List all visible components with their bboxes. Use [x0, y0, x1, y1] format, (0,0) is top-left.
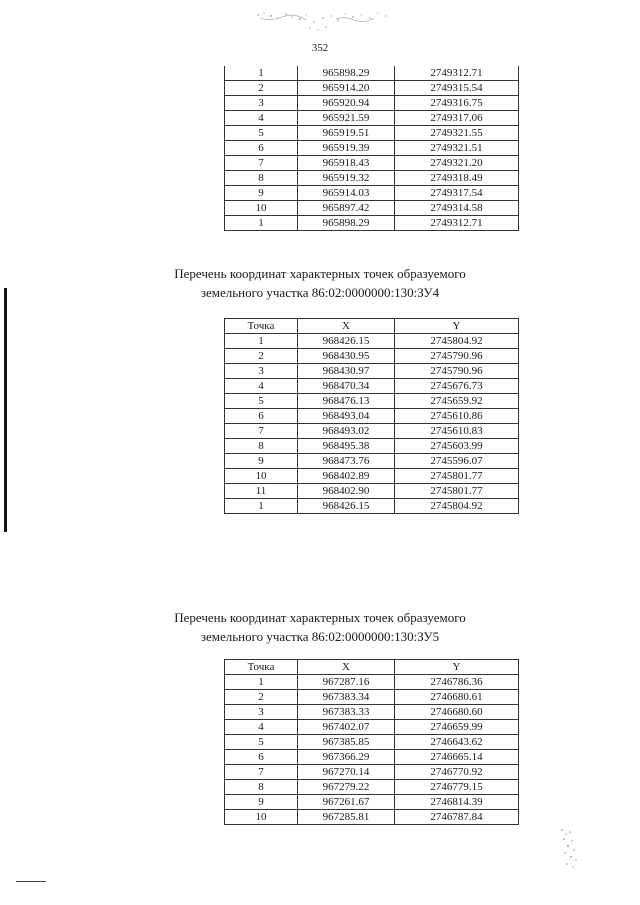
point-cell: 9 — [225, 186, 298, 201]
x-cell: 968493.04 — [298, 409, 395, 424]
point-cell: 5 — [225, 126, 298, 141]
scan-smudge-bottom-right — [556, 824, 584, 872]
x-cell: 965918.43 — [298, 156, 395, 171]
x-cell: 967366.29 — [298, 750, 395, 765]
scan-smudge-top — [240, 6, 400, 34]
x-cell: 967270.14 — [298, 765, 395, 780]
y-cell: 2749312.71 — [395, 66, 519, 81]
table-row — [225, 795, 519, 810]
y-cell: 2746770.92 — [395, 765, 519, 780]
y-cell: 2746659.99 — [395, 720, 519, 735]
point-cell: 5 — [225, 735, 298, 750]
table-row — [225, 424, 519, 439]
column-header-x: X — [298, 319, 395, 334]
point-cell: 10 — [225, 469, 298, 484]
x-cell: 965919.32 — [298, 171, 395, 186]
table-row — [225, 126, 519, 141]
x-cell: 968426.15 — [298, 334, 395, 349]
table-row — [225, 439, 519, 454]
x-cell: 968426.15 — [298, 499, 395, 514]
heading-line: Перечень координат характерных точек образуемого — [174, 266, 466, 281]
table-row — [225, 349, 519, 364]
table-row — [225, 469, 519, 484]
y-cell: 2746680.61 — [395, 690, 519, 705]
y-cell: 2749312.71 — [395, 216, 519, 231]
y-cell: 2749321.51 — [395, 141, 519, 156]
table-row — [225, 690, 519, 705]
y-cell: 2745596.07 — [395, 454, 519, 469]
table-row — [225, 379, 519, 394]
point-cell: 1 — [225, 216, 298, 231]
y-cell: 2745801.77 — [395, 484, 519, 499]
y-cell: 2746680.60 — [395, 705, 519, 720]
table-row — [225, 499, 519, 514]
table-row — [225, 201, 519, 216]
x-cell: 968430.95 — [298, 349, 395, 364]
x-cell: 967287.16 — [298, 675, 395, 690]
table-row — [225, 735, 519, 750]
section-heading-zu4 — [0, 264, 640, 302]
table-header-row — [225, 660, 519, 675]
y-cell: 2745603.99 — [395, 439, 519, 454]
x-cell: 965921.59 — [298, 111, 395, 126]
y-cell: 2749316.75 — [395, 96, 519, 111]
x-cell: 968495.38 — [298, 439, 395, 454]
y-cell: 2745790.96 — [395, 364, 519, 379]
x-cell: 965914.20 — [298, 81, 395, 96]
table-row — [225, 364, 519, 379]
point-cell: 4 — [225, 720, 298, 735]
table-row — [225, 780, 519, 795]
x-cell: 968476.13 — [298, 394, 395, 409]
x-cell: 968402.89 — [298, 469, 395, 484]
y-cell: 2745790.96 — [395, 349, 519, 364]
point-cell: 1 — [225, 334, 298, 349]
table-row — [225, 675, 519, 690]
x-cell: 967402.07 — [298, 720, 395, 735]
point-cell: 2 — [225, 81, 298, 96]
y-cell: 2749315.54 — [395, 81, 519, 96]
table-row — [225, 334, 519, 349]
x-cell: 967285.81 — [298, 810, 395, 825]
y-cell: 2746643.62 — [395, 735, 519, 750]
y-cell: 2749317.06 — [395, 111, 519, 126]
table-header-row — [225, 319, 519, 334]
point-cell: 6 — [225, 750, 298, 765]
table-row — [225, 454, 519, 469]
point-cell: 7 — [225, 156, 298, 171]
coordinates-table-zu4 — [224, 318, 519, 514]
table-row — [225, 66, 519, 81]
column-header-point: Точка — [225, 319, 298, 334]
point-cell: 2 — [225, 349, 298, 364]
y-cell: 2745676.73 — [395, 379, 519, 394]
point-cell: 3 — [225, 96, 298, 111]
table-row — [225, 705, 519, 720]
table-row — [225, 156, 519, 171]
point-cell: 6 — [225, 409, 298, 424]
column-header-y: Y — [395, 660, 519, 675]
x-cell: 967385.85 — [298, 735, 395, 750]
x-cell: 967279.22 — [298, 780, 395, 795]
table-row — [225, 750, 519, 765]
column-header-y: Y — [395, 319, 519, 334]
point-cell: 1 — [225, 499, 298, 514]
table-row — [225, 186, 519, 201]
point-cell: 7 — [225, 424, 298, 439]
column-header-x: X — [298, 660, 395, 675]
y-cell: 2745610.86 — [395, 409, 519, 424]
x-cell: 967261.67 — [298, 795, 395, 810]
x-cell: 965897.42 — [298, 201, 395, 216]
x-cell: 965919.51 — [298, 126, 395, 141]
point-cell: 8 — [225, 780, 298, 795]
table-row — [225, 409, 519, 424]
x-cell: 968402.90 — [298, 484, 395, 499]
point-cell: 8 — [225, 439, 298, 454]
table-row — [225, 765, 519, 780]
point-cell: 8 — [225, 171, 298, 186]
point-cell: 6 — [225, 141, 298, 156]
table-row — [225, 720, 519, 735]
y-cell: 2746814.39 — [395, 795, 519, 810]
point-cell: 10 — [225, 810, 298, 825]
table-row — [225, 171, 519, 186]
x-cell: 965898.29 — [298, 66, 395, 81]
x-cell: 965898.29 — [298, 216, 395, 231]
y-cell: 2749321.55 — [395, 126, 519, 141]
page-number: 352 — [311, 42, 329, 54]
y-cell: 2746665.14 — [395, 750, 519, 765]
x-cell: 967383.33 — [298, 705, 395, 720]
x-cell: 968473.76 — [298, 454, 395, 469]
point-cell: 7 — [225, 765, 298, 780]
y-cell: 2745804.92 — [395, 499, 519, 514]
heading-line: земельного участка 86:02:0000000:130:ЗУ5 — [200, 629, 440, 644]
point-cell: 9 — [225, 454, 298, 469]
point-cell: 10 — [225, 201, 298, 216]
point-cell: 3 — [225, 364, 298, 379]
point-cell: 2 — [225, 690, 298, 705]
y-cell: 2746786.36 — [395, 675, 519, 690]
x-cell: 968470.34 — [298, 379, 395, 394]
table-row — [225, 394, 519, 409]
y-cell: 2749317.54 — [395, 186, 519, 201]
scan-edge-bar — [4, 288, 7, 532]
table-row — [225, 484, 519, 499]
y-cell: 2746787.84 — [395, 810, 519, 825]
scan-edge-mark — [16, 881, 46, 882]
coordinates-table-zu5 — [224, 659, 519, 825]
table-row — [225, 81, 519, 96]
y-cell: 2745610.83 — [395, 424, 519, 439]
table-row — [225, 111, 519, 126]
point-cell: 1 — [225, 66, 298, 81]
x-cell: 967383.34 — [298, 690, 395, 705]
point-cell: 4 — [225, 111, 298, 126]
point-cell: 4 — [225, 379, 298, 394]
coordinates-table-continued — [224, 66, 519, 231]
point-cell: 3 — [225, 705, 298, 720]
point-cell: 11 — [225, 484, 298, 499]
point-cell: 5 — [225, 394, 298, 409]
y-cell: 2745801.77 — [395, 469, 519, 484]
y-cell: 2745804.92 — [395, 334, 519, 349]
heading-line: Перечень координат характерных точек образуемого — [174, 610, 466, 625]
table-row — [225, 810, 519, 825]
point-cell: 1 — [225, 675, 298, 690]
x-cell: 965914.03 — [298, 186, 395, 201]
point-cell: 9 — [225, 795, 298, 810]
y-cell: 2749321.20 — [395, 156, 519, 171]
table-row — [225, 96, 519, 111]
x-cell: 968493.02 — [298, 424, 395, 439]
y-cell: 2746779.15 — [395, 780, 519, 795]
y-cell: 2749318.49 — [395, 171, 519, 186]
column-header-point: Точка — [225, 660, 298, 675]
heading-line: земельного участка 86:02:0000000:130:ЗУ4 — [200, 285, 440, 300]
table-row — [225, 216, 519, 231]
section-heading-zu5 — [0, 608, 640, 646]
table-row — [225, 141, 519, 156]
y-cell: 2749314.58 — [395, 201, 519, 216]
x-cell: 965919.39 — [298, 141, 395, 156]
x-cell: 968430.97 — [298, 364, 395, 379]
y-cell: 2745659.92 — [395, 394, 519, 409]
x-cell: 965920.94 — [298, 96, 395, 111]
